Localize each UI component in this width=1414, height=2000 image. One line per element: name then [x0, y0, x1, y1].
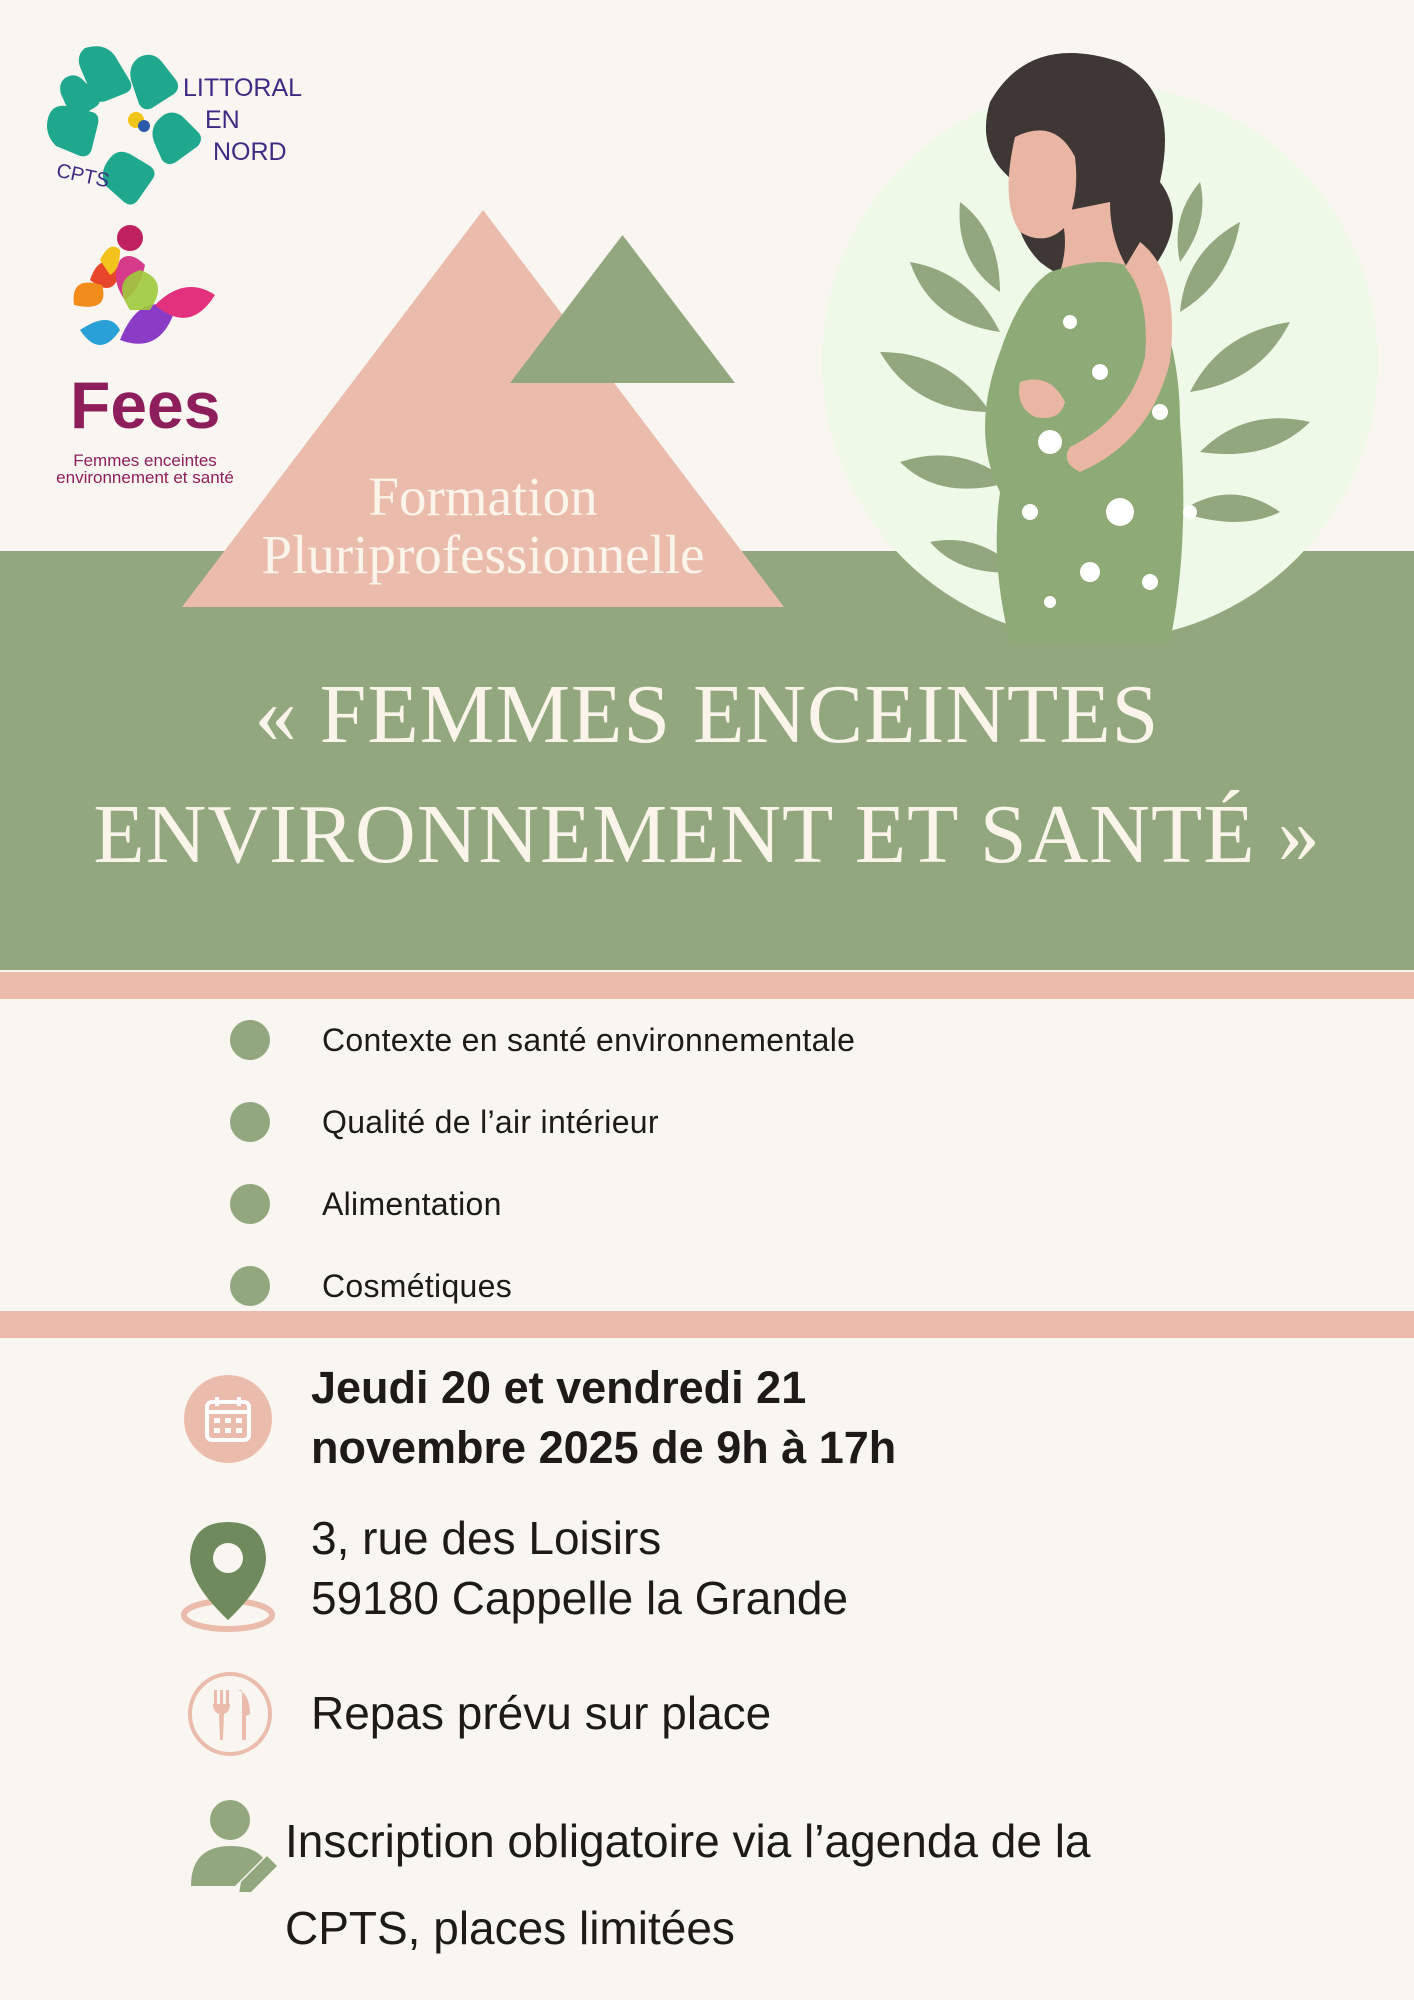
event-address: [311, 1508, 848, 1628]
cpts-logo-text: [183, 72, 302, 168]
location-pin-icon: [180, 1520, 276, 1632]
formation-line-2: Pluriprofessionnelle: [261, 524, 705, 585]
topic-label: Cosmétiques: [322, 1267, 513, 1304]
bullet-dot-icon: [230, 1266, 270, 1306]
cpts-logo-line-1: LITTORAL: [183, 74, 303, 102]
divider-stripe-bottom: [0, 1311, 1414, 1338]
meal-info: Repas prévu sur place: [311, 1687, 772, 1739]
topic-label: Contexte en santé environnementale: [322, 1021, 856, 1058]
main-title: [0, 655, 1414, 895]
pregnant-woman-icon: [820, 42, 1380, 642]
date-line-1: Jeudi 20 et vendredi 21: [311, 1362, 807, 1413]
cpts-logo-line-2: EN: [205, 106, 240, 134]
registration-info: [285, 1798, 1091, 1972]
address-line-1: 3, rue des Loisirs: [311, 1512, 662, 1564]
pregnant-woman-illustration: [820, 42, 1380, 642]
main-title-line-2: ENVIRONNEMENT ET SANTÉ »: [93, 788, 1321, 881]
registration-line-1: Inscription obligatoire via l’agenda de la: [285, 1815, 1091, 1867]
user-edit-icon: [185, 1796, 281, 1892]
bullet-dot-icon: [230, 1102, 270, 1142]
fees-logo-emblem: [60, 220, 230, 380]
main-title-line-1: « FEMMES ENCEINTES: [254, 668, 1160, 761]
list-item: [230, 1100, 659, 1144]
bullet-dot-icon: [230, 1020, 270, 1060]
cpts-badge: CPTS: [54, 159, 112, 193]
bullet-dot-icon: [230, 1184, 270, 1224]
cpts-logo-line-3: NORD: [213, 138, 287, 166]
event-date: [311, 1358, 896, 1478]
fees-subtitle-line-2: environnement et santé: [56, 468, 234, 487]
topic-label: Alimentation: [322, 1185, 502, 1222]
divider-stripe-top: [0, 972, 1414, 999]
list-item: [230, 1018, 855, 1062]
date-line-2: novembre 2025 de 9h à 17h: [311, 1422, 897, 1473]
formation-line-1: Formation: [368, 466, 598, 527]
fees-flower-icon: [60, 220, 230, 380]
calendar-icon: [184, 1375, 272, 1463]
list-item: [230, 1264, 512, 1308]
fees-subtitle-line-1: Femmes enceintes: [73, 451, 217, 470]
registration-line-2: CPTS, places limitées: [285, 1902, 735, 1954]
list-item: [230, 1182, 502, 1226]
address-line-2: 59180 Cappelle la Grande: [311, 1572, 849, 1624]
fees-logo-name: Fees: [70, 368, 221, 442]
cutlery-icon: [188, 1672, 272, 1756]
topic-label: Qualité de l’air intérieur: [322, 1103, 659, 1140]
formation-label: [180, 468, 786, 584]
